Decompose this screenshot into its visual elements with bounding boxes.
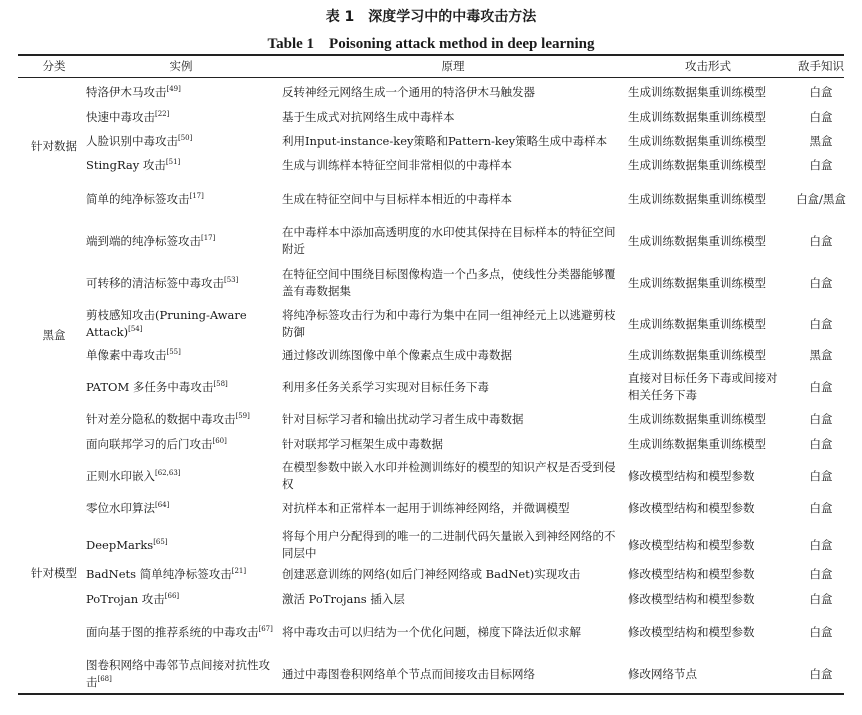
cell-example [86,369,276,405]
cell-knowledge: 白盒 [809,109,833,124]
citation-ref: [68] [97,675,112,684]
citation-ref: [59] [235,411,250,420]
cell-example [86,528,276,562]
group-label: 针对模型 [31,566,77,580]
cell-principle: 利用Input-instance-key策略和Pattern-key策略生成中毒样本 [282,133,608,148]
table-title-zh: 表 1 深度学习中的中毒攻击方法 [325,9,537,25]
cell-example [86,433,276,455]
cell-attack-form: 修改模型结构和模型参数 [628,566,755,581]
cell-principle: 针对联邦学习框架生成中毒数据 [282,436,443,451]
cell-knowledge: 白盒 [809,537,833,552]
table-title-en: Table 1 Poisoning attack method in deep learning [267,36,595,52]
citation-ref: [65] [153,537,168,546]
citation-ref: [67] [258,624,273,633]
citation-ref: [50] [178,133,193,142]
citation-ref: [22] [155,109,170,118]
cell-attack-form: 生成训练数据集重训练模型 [628,411,766,426]
cell-attack-form: 生成训练数据集重训练模型 [628,109,766,124]
header-category: 分类 [42,59,66,73]
cell-knowledge: 白盒 [809,436,833,451]
cell-knowledge: 白盒 [809,566,833,581]
example-text: 可转移的清洁标签中毒攻击 [86,275,224,290]
cell-knowledge: 白盒/黑盒 [796,191,846,206]
cell-principle: 将每个用户分配得到的唯一的二进制代码矢量嵌入到神经网络的不同层中 [282,529,616,560]
cell-knowledge: 白盒 [809,624,833,639]
cell-principle: 激活 PoTrojans 插入层 [282,591,405,606]
cell-attack-form: 生成训练数据集重训练模型 [628,157,766,172]
cell-example [86,588,276,610]
cell-principle: 生成在特征空间中与目标样本相近的中毒样本 [282,191,512,206]
cell-attack-form: 生成训练数据集重训练模型 [628,84,766,99]
cell-knowledge: 白盒 [809,84,833,99]
citation-ref: [66] [164,591,180,600]
citation-ref: [58] [213,379,228,388]
example-text: BadNets 简单纯净标签攻击 [86,566,232,581]
cell-attack-form: 生成训练数据集重训练模型 [628,275,766,290]
cell-knowledge: 白盒 [809,275,833,290]
example-text: 人脸识别中毒攻击 [86,133,178,148]
citation-ref: [62,63] [155,468,181,477]
cell-attack-form: 修改模型结构和模型参数 [628,591,755,606]
cell-knowledge: 黑盒 [809,347,833,362]
cell-knowledge: 白盒 [809,379,833,394]
example-text: 正则水印嵌入 [86,468,155,483]
cell-attack-form: 生成训练数据集重训练模型 [628,191,766,206]
cell-knowledge: 白盒 [809,666,833,681]
cell-principle: 通过修改训练图像中单个像素点生成中毒数据 [282,347,512,362]
bottom-rule [18,693,844,695]
cell-principle: 在特征空间中围绕目标图像构造一个凸多点，使线性分类器能够覆盖有毒数据集 [282,267,616,298]
cell-principle: 生成与训练样本特征空间非常相似的中毒样本 [282,157,512,172]
example-text: 零位水印算法 [86,500,155,515]
example-text: DeepMarks [86,537,154,552]
cell-principle: 基于生成式对抗网络生成中毒样本 [282,109,455,124]
cell-attack-form: 修改模型结构和模型参数 [628,537,755,552]
example-text: 面向基于图的推荐系统的中毒攻击 [86,624,259,639]
header-knowledge: 敌手知识 [798,59,844,73]
citation-ref: [49] [166,84,181,93]
cell-attack-form: 生成训练数据集重训练模型 [628,133,766,148]
cell-principle: 针对目标学习者和输出扰动学习者生成中毒数据 [282,411,524,426]
cell-attack-form: 直接对目标任务下毒或间接对相关任务下毒 [628,371,778,402]
cell-attack-form: 修改网络节点 [628,666,697,681]
cell-principle: 将中毒攻击可以归结为一个优化问题，梯度下降法近似求解 [282,624,581,639]
cell-principle: 创建恶意训练的网络(如后门神经网络或 BadNet)实现攻击 [282,566,581,581]
cell-principle: 对抗样本和正常样本一起用于训练神经网络，并微调模型 [282,500,570,515]
citation-ref: [60] [212,436,227,445]
cell-example [86,408,276,430]
example-text: 简单的纯净标签攻击 [86,191,190,206]
citation-ref: [17] [201,233,216,242]
cell-attack-form: 生成训练数据集重训练模型 [628,316,766,331]
cell-example [86,221,276,261]
cell-example [86,106,276,128]
example-text: 针对差分隐私的数据中毒攻击 [86,411,236,426]
cell-principle: 将纯净标签攻击行为和中毒行为集中在同一组神经元上以逃避剪枝防御 [282,308,616,339]
cell-knowledge: 白盒 [809,411,833,426]
cell-example [86,262,276,304]
citation-ref: [51] [165,157,181,166]
example-text: 剪枝感知攻击(Pruning-Aware Attack) [86,308,247,339]
cell-principle: 通过中毒图卷积网络单个节点而间接攻击目标网络 [282,666,535,681]
citation-ref: [64] [155,500,170,509]
example-text: PoTrojan 攻击 [86,591,165,606]
cell-example [86,154,276,176]
cell-knowledge: 白盒 [809,157,833,172]
example-text: StingRay 攻击 [86,157,166,172]
cell-attack-form: 生成训练数据集重训练模型 [628,347,766,362]
cell-principle: 利用多任务关系学习实现对目标任务下毒 [282,379,489,394]
citation-ref: [54] [128,325,143,334]
cell-example [86,497,276,519]
header-principle: 原理 [441,59,465,73]
citation-ref: [21] [231,566,247,575]
citation-ref: [55] [166,347,181,356]
cell-knowledge: 白盒 [809,468,833,483]
cell-example [86,81,276,103]
citation-ref: [53] [224,275,239,284]
header-example: 实例 [169,59,193,73]
header-rule [18,77,844,78]
cell-knowledge: 白盒 [809,591,833,606]
cell-example [86,612,276,652]
cell-example [86,179,276,219]
cell-attack-form: 生成训练数据集重训练模型 [628,233,766,248]
cell-knowledge: 黑盒 [809,133,833,148]
example-text: 特洛伊木马攻击 [86,84,167,99]
example-text: 端到端的纯净标签攻击 [86,233,201,248]
cell-example [86,655,276,693]
example-text: 图卷积网络中毒邻节点间接对抗性攻击 [86,658,270,689]
cell-attack-form: 修改模型结构和模型参数 [628,624,755,639]
cell-example [86,130,276,152]
cell-knowledge: 白盒 [809,233,833,248]
top-rule [18,54,844,56]
cell-example [86,456,276,496]
citation-ref: [17] [189,191,204,200]
example-text: 面向联邦学习的后门攻击 [86,436,213,451]
cell-knowledge: 白盒 [809,316,833,331]
cell-attack-form: 修改模型结构和模型参数 [628,500,755,515]
cell-principle: 反转神经元网络生成一个通用的特洛伊木马触发器 [282,84,535,99]
cell-attack-form: 生成训练数据集重训练模型 [628,436,766,451]
example-text: 快速中毒攻击 [86,109,155,124]
example-text: 单像素中毒攻击 [86,347,167,362]
cell-example [86,344,276,366]
cell-attack-form: 修改模型结构和模型参数 [628,468,755,483]
group-label: 针对数据 [31,139,77,153]
cell-example [86,305,276,343]
header-attack-form: 攻击形式 [685,59,731,73]
group-label: 黑盒 [42,328,66,342]
cell-example [86,563,276,585]
cell-principle: 在中毒样本中添加高透明度的水印使其保持在目标样本的特征空间附近 [282,225,616,256]
cell-knowledge: 白盒 [809,500,833,515]
cell-principle: 在模型参数中嵌入水印并检测训练好的模型的知识产权是否受到侵权 [282,460,616,491]
example-text: PATOM 多任务中毒攻击 [86,379,214,394]
